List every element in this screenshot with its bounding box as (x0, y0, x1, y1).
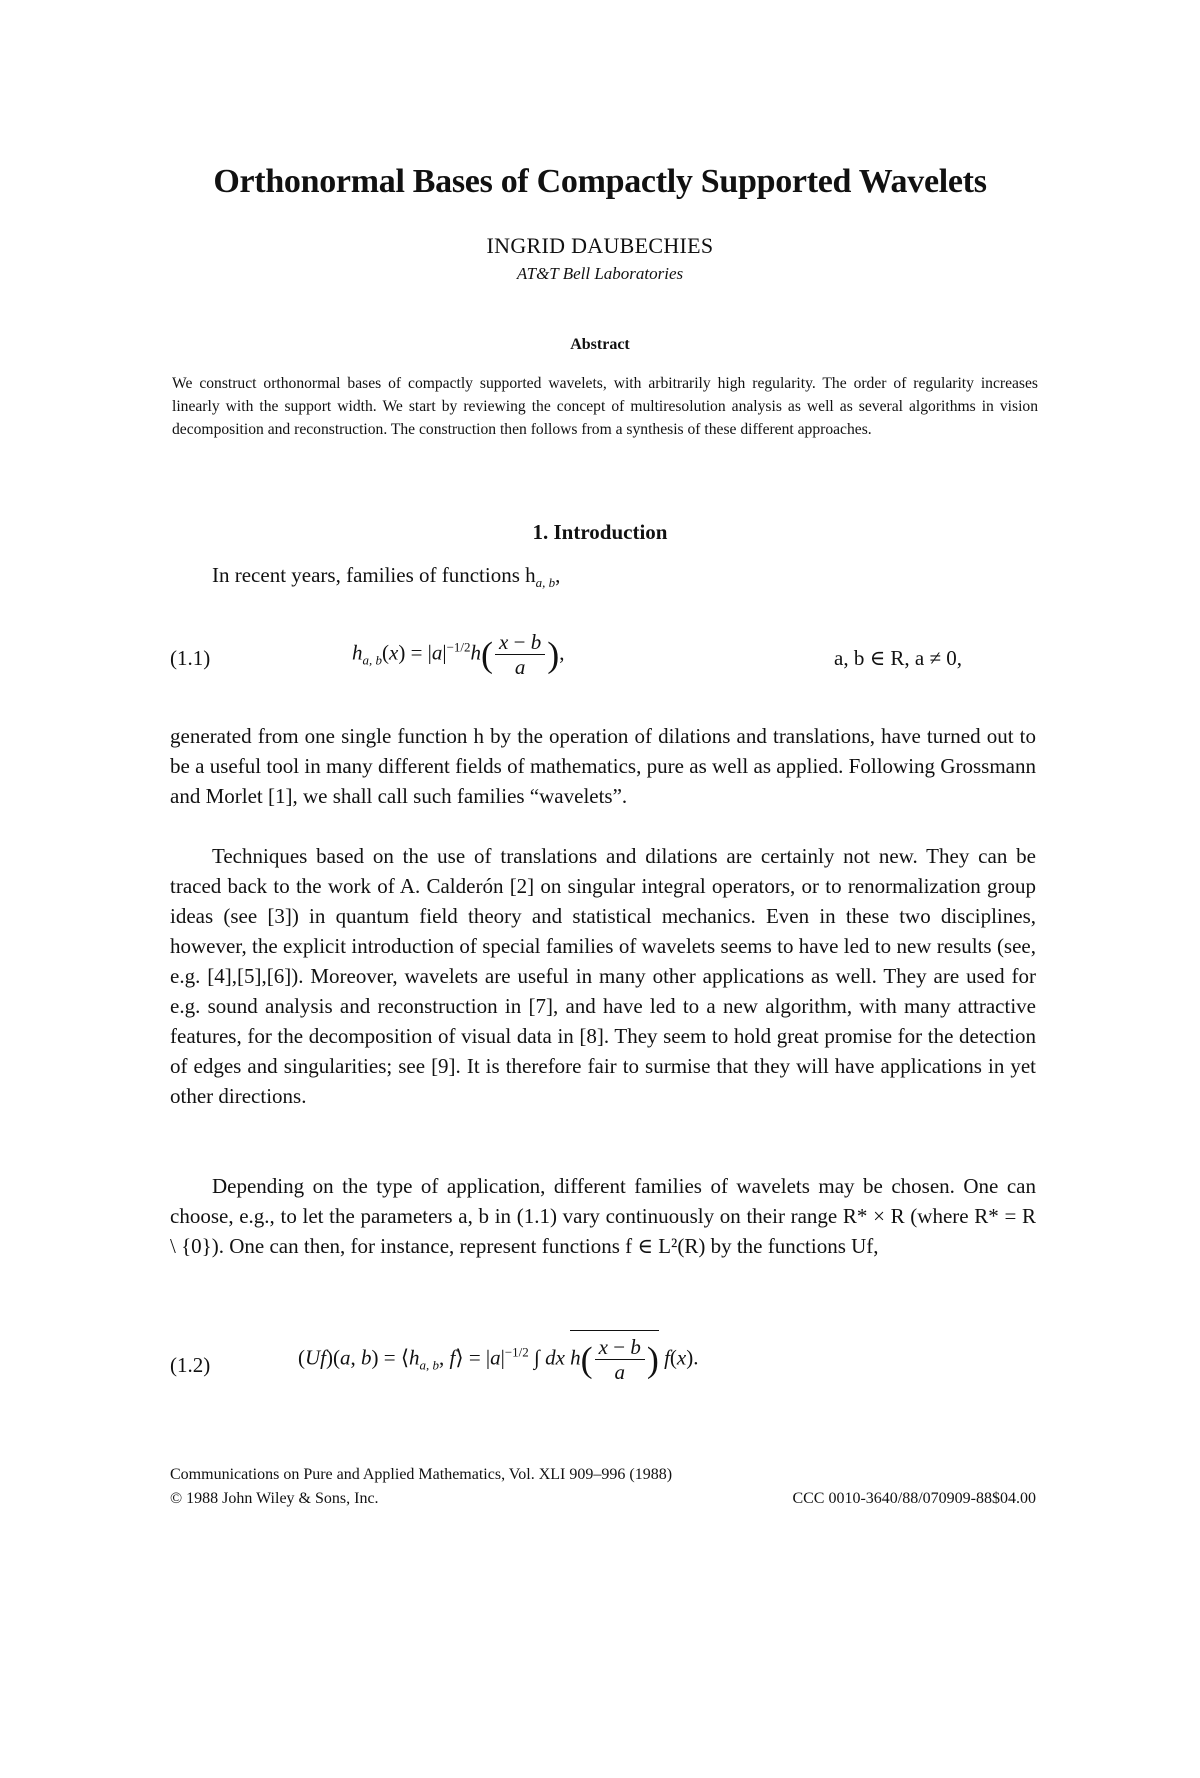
paragraph-2 (170, 841, 1036, 1111)
equation-1-1-number: (1.1) (170, 646, 211, 670)
equation-1-1-condition: a, b ∈ R, a ≠ 0, (834, 646, 962, 670)
footer-ccc: CCC 0010-3640/88/070909-88$04.00 (792, 1490, 1036, 1507)
footer-line-2 (170, 1490, 1036, 1508)
paragraph-1 (170, 721, 1036, 811)
intro-line-text: In recent years, families of functions h (212, 563, 536, 587)
intro-line (212, 563, 560, 591)
paragraph-3 (170, 1171, 1036, 1261)
paragraph-1-text: generated from one single function h by the operation of dilations and translations, have turned out to be a useful tool in many different fields of mathematics, pure as well as applied. Following Grossmann and Morlet [1], we shall call such families “wavelets”. (170, 724, 1036, 808)
footer-copyright: © 1988 John Wiley & Sons, Inc. (170, 1490, 379, 1507)
footer-journal: Communications on Pure and Applied Mathematics, Vol. XLI 909–996 (1988) (170, 1466, 673, 1483)
equation-1-2: (Uf)(a, $b) = ⟨h_{a, b}$, f⟩ = $|a|^{-1/2}$ ∫ dx h( $\frac{x - b}{a}$ ) f(x). (298, 1330, 698, 1384)
equation-1-1: $h_{a, b}(x) = |a|^{-1/2}h$( $\frac{x - b}{a}$ ), (352, 630, 565, 679)
equation-1-2-number: (1.2) (170, 1353, 211, 1377)
paragraph-3-text: Depending on the type of application, different families of wavelets may be chosen. One can choose, e.g., to let the parameters a, b in (1.1) vary continuously on their range R* × R (where R* = R \ {0}). One can then, for instance, represent functions f ∈ L²(R) by the functions Uf, (170, 1174, 1036, 1258)
paper-title: Orthonormal Bases of Compactly Supported Wavelets (213, 163, 987, 200)
intro-line-end: , (555, 563, 561, 587)
paragraph-2-text: Techniques based on the use of translations and dilations are certainly not new. They can be traced back to the work of A. Calderón [2] on singular integral operators, or to renormalization group ideas (see [3]) in quantum field theory and statistical mechanics. Even in these two disciplines, however, the explicit introduction of special families of wavelets seems to have led to new results (see, e.g. [4],[5],[6]). Moreover, wavelets are useful in many other applications as well. They are used for e.g. sound analysis and reconstruction in [7], and have led to a new algorithm, with many attractive features, for the decomposition of visual data in [8]. They seem to hold great promise for the detection of edges and singularities; see [9]. It is therefore fair to surmise that they will have applications in yet other directions. (170, 844, 1036, 1108)
abstract-text: We construct orthonormal bases of compactly supported wavelets, with arbitrarily high regularity. The order of regularity increases linearly with the support width. We start by reviewing the concept of multiresolution analysis as well as several algorithms in vision decomposition and reconstruction. The construction then follows from a synthesis of these different approaches. (172, 375, 1038, 438)
intro-line-subscript: a, b (535, 575, 556, 591)
author-affiliation: AT&T Bell Laboratories (516, 264, 684, 283)
section-heading: 1. Introduction (532, 520, 668, 544)
abstract-heading: Abstract (570, 336, 630, 353)
author-name: INGRID DAUBECHIES (486, 233, 714, 258)
